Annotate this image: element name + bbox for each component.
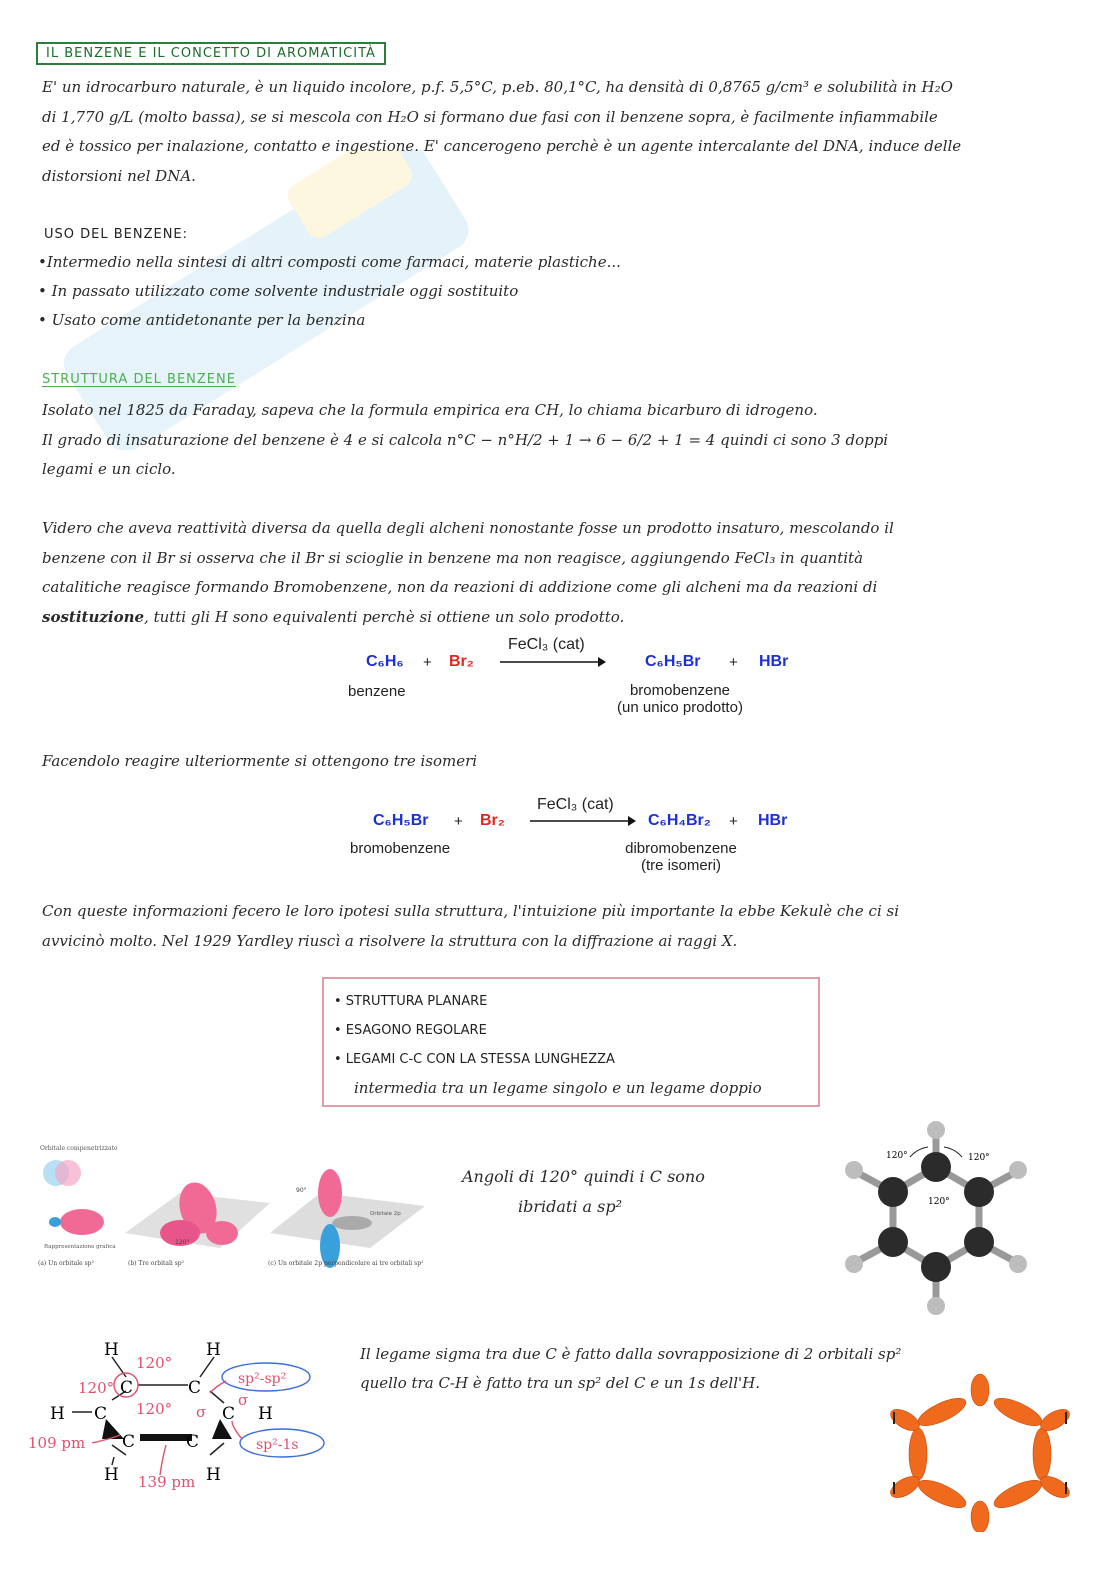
benzene-ball-stick-model — [838, 1112, 1038, 1322]
reaction2-reactant2: Br₂ — [480, 812, 505, 829]
uses-title: USO DEL BENZENE: — [44, 227, 189, 242]
properties-box — [322, 977, 820, 1107]
sigma-overlap-ring — [880, 1372, 1080, 1532]
reaction1-plus1: + — [423, 654, 432, 671]
reaction2-plus2: + — [729, 813, 738, 830]
reaction1-product1: C₆H₅Br — [645, 653, 701, 670]
bond-H-bottom-right: H — [206, 1465, 221, 1485]
reaction2-arrow — [528, 815, 638, 827]
reaction1-reactant1: C₆H₆ — [366, 653, 404, 670]
bond-H-right: H — [258, 1404, 273, 1424]
list-item: • LEGAMI C-C CON LA STESSA LUNGHEZZA — [334, 1052, 615, 1067]
reaction2-product2: HBr — [758, 812, 788, 829]
orbital-angle: 120° — [175, 1239, 190, 1246]
uses-list — [38, 248, 621, 335]
substitution-word: sostituzione — [42, 607, 145, 626]
orbital-2p-label: Orbitale 2p — [370, 1211, 401, 1217]
model-angle-1: 120° — [886, 1151, 908, 1161]
structure-title: STRUTTURA DEL BENZENE — [42, 372, 236, 387]
hypotheses-paragraph: Con queste informazioni fecero le loro ipotesi sulla struttura, l'intuizione più importante la ebbe Kekulè che ci si avvicinò molto. Nel 1929 Yardley riuscì a risolvere la struttura con la diffrazione ai raggi X. — [42, 902, 900, 950]
orbital-label-top: Orbitale compenetrizzato — [40, 1145, 118, 1152]
intro-paragraph: E' un idrocarburo naturale, è un liquido incolore, p.f. 5,5°C, p.eb. 80,1°C, ha densità di 0,8765 g/cm³ e solubilità in H₂O di 1,770 g/L (molto bassa), se si mescola con H₂O si formano due fasi con il benzene sopra, è facilmente infiammabile ed è tossico per inalazione, contatto e ingestione. E' cancerogeno perchè è un agente intercalante del DNA, induce delle distorsioni nel DNA. — [42, 78, 962, 185]
structure-paragraph: Isolato nel 1825 da Faraday, sapeva che la formula empirica era CH, lo chiama bicarburo di idrogeno. Il grado di insaturazione del benzene è 4 e si calcola n°C − n°H/2 + 1 → 6 − 6/2 + 1 = 4 quindi ci sono 3 doppi legami e un ciclo. — [42, 401, 889, 478]
reaction1-product2: HBr — [759, 653, 789, 670]
bond-sigma-1: σ — [196, 1403, 207, 1421]
bond-dist-109: 109 pm — [28, 1434, 86, 1452]
list-item: • Usato come antidetonante per la benzina — [38, 311, 366, 329]
reaction1-reactant2: Br₂ — [449, 653, 474, 670]
benzene-bond-diagram — [20, 1335, 350, 1510]
orbital-caption-b: (b) Tre orbitali sp² — [128, 1260, 185, 1267]
bond-H-top-right: H — [206, 1340, 221, 1360]
reaction1-plus2: + — [729, 654, 738, 671]
reaction1-arrow — [498, 656, 608, 668]
reaction2-reactant1: C₆H₅Br — [373, 812, 429, 829]
orbital-caption-a: (a) Un orbitale sp² — [38, 1260, 94, 1267]
reaction1-label-product: bromobenzene (un unico prodotto) — [617, 682, 743, 716]
further-text: Facendolo reagire ulteriormente si ottengono tre isomeri — [42, 752, 478, 770]
reactivity-paragraph: Videro che aveva reattività diversa da quella degli alcheni nonostante fosse un prodotto insaturo, mescolando il benzene con il Br si osserva che il Br si scioglie in benzene ma non reagisce, aggiungendo FeCl₃ in quantità catalitiche reagisce formando Bromobenzene, non da reazioni di addizione come gli alcheni ma da reazioni di sostituzione, tutti gli H sono equivalenti perchè si ottiene un solo prodotto. — [42, 519, 894, 626]
reaction2-product1: C₆H₄Br₂ — [648, 812, 711, 829]
bond-C-bottom-right: C — [186, 1432, 200, 1452]
reaction1-catalyst: FeCl₃ (cat) — [508, 636, 585, 653]
list-item: • ESAGONO REGOLARE — [334, 1023, 487, 1038]
model-angle-2: 120° — [968, 1153, 990, 1163]
bond-C-top-left: C — [120, 1378, 134, 1398]
sigma-note: Il legame sigma tra due C è fatto dalla sovrapposizione di 2 orbitali sp² quello tra C-H è fatto tra un sp² del C e un 1s dell'H. — [360, 1345, 902, 1392]
reaction2-plus1: + — [454, 813, 463, 830]
bond-H-left: H — [50, 1404, 65, 1424]
list-item: • STRUTTURA PLANARE — [334, 994, 488, 1009]
orbital-caption-c: (c) Un orbitale 2p perpendicolare ai tre orbitali sp² — [268, 1260, 424, 1267]
bond-angle-3: 120° — [136, 1400, 173, 1418]
bond-H-top-left: H — [104, 1340, 119, 1360]
reaction2-catalyst: FeCl₃ (cat) — [537, 796, 614, 813]
bond-sigma-2: σ — [238, 1391, 249, 1409]
orbital-label-rep: Rappresentazione grafica — [44, 1244, 116, 1250]
bond-sp2sp2: sp²-sp² — [238, 1371, 287, 1387]
orbital-angle-90: 90° — [296, 1187, 307, 1194]
page-title: IL BENZENE E IL CONCETTO DI AROMATICITÀ — [36, 42, 386, 65]
reaction2-label-reactant: bromobenzene — [350, 840, 451, 857]
bond-C-bottom-left: C — [122, 1432, 136, 1452]
bond-sp21s: sp²-1s — [256, 1437, 299, 1453]
reaction1-label-reactant: benzene — [348, 683, 406, 700]
bond-angle-1: 120° — [136, 1354, 173, 1372]
bond-C-right: C — [222, 1404, 236, 1424]
list-item: • In passato utilizzato come solvente industriale oggi sostituito — [38, 282, 519, 300]
list-item: •Intermedio nella sintesi di altri composti come farmaci, materie plastiche... — [38, 253, 621, 271]
model-angle-3: 120° — [928, 1197, 950, 1207]
orbital-figure — [30, 1138, 450, 1273]
reaction2-label-product: dibromobenzene (tre isomeri) — [625, 840, 737, 874]
bond-angle-2: 120° — [78, 1379, 115, 1397]
bond-C-top-right: C — [188, 1378, 202, 1398]
angles-note: Angoli di 120° quindi i C sono ibridati a sp² — [462, 1167, 705, 1216]
list-item: intermedia tra un legame singolo e un legame doppio — [354, 1079, 762, 1097]
bond-C-left: C — [94, 1404, 108, 1424]
bond-dist-139: 139 pm — [138, 1473, 196, 1491]
bond-H-bottom-left: H — [104, 1465, 119, 1485]
